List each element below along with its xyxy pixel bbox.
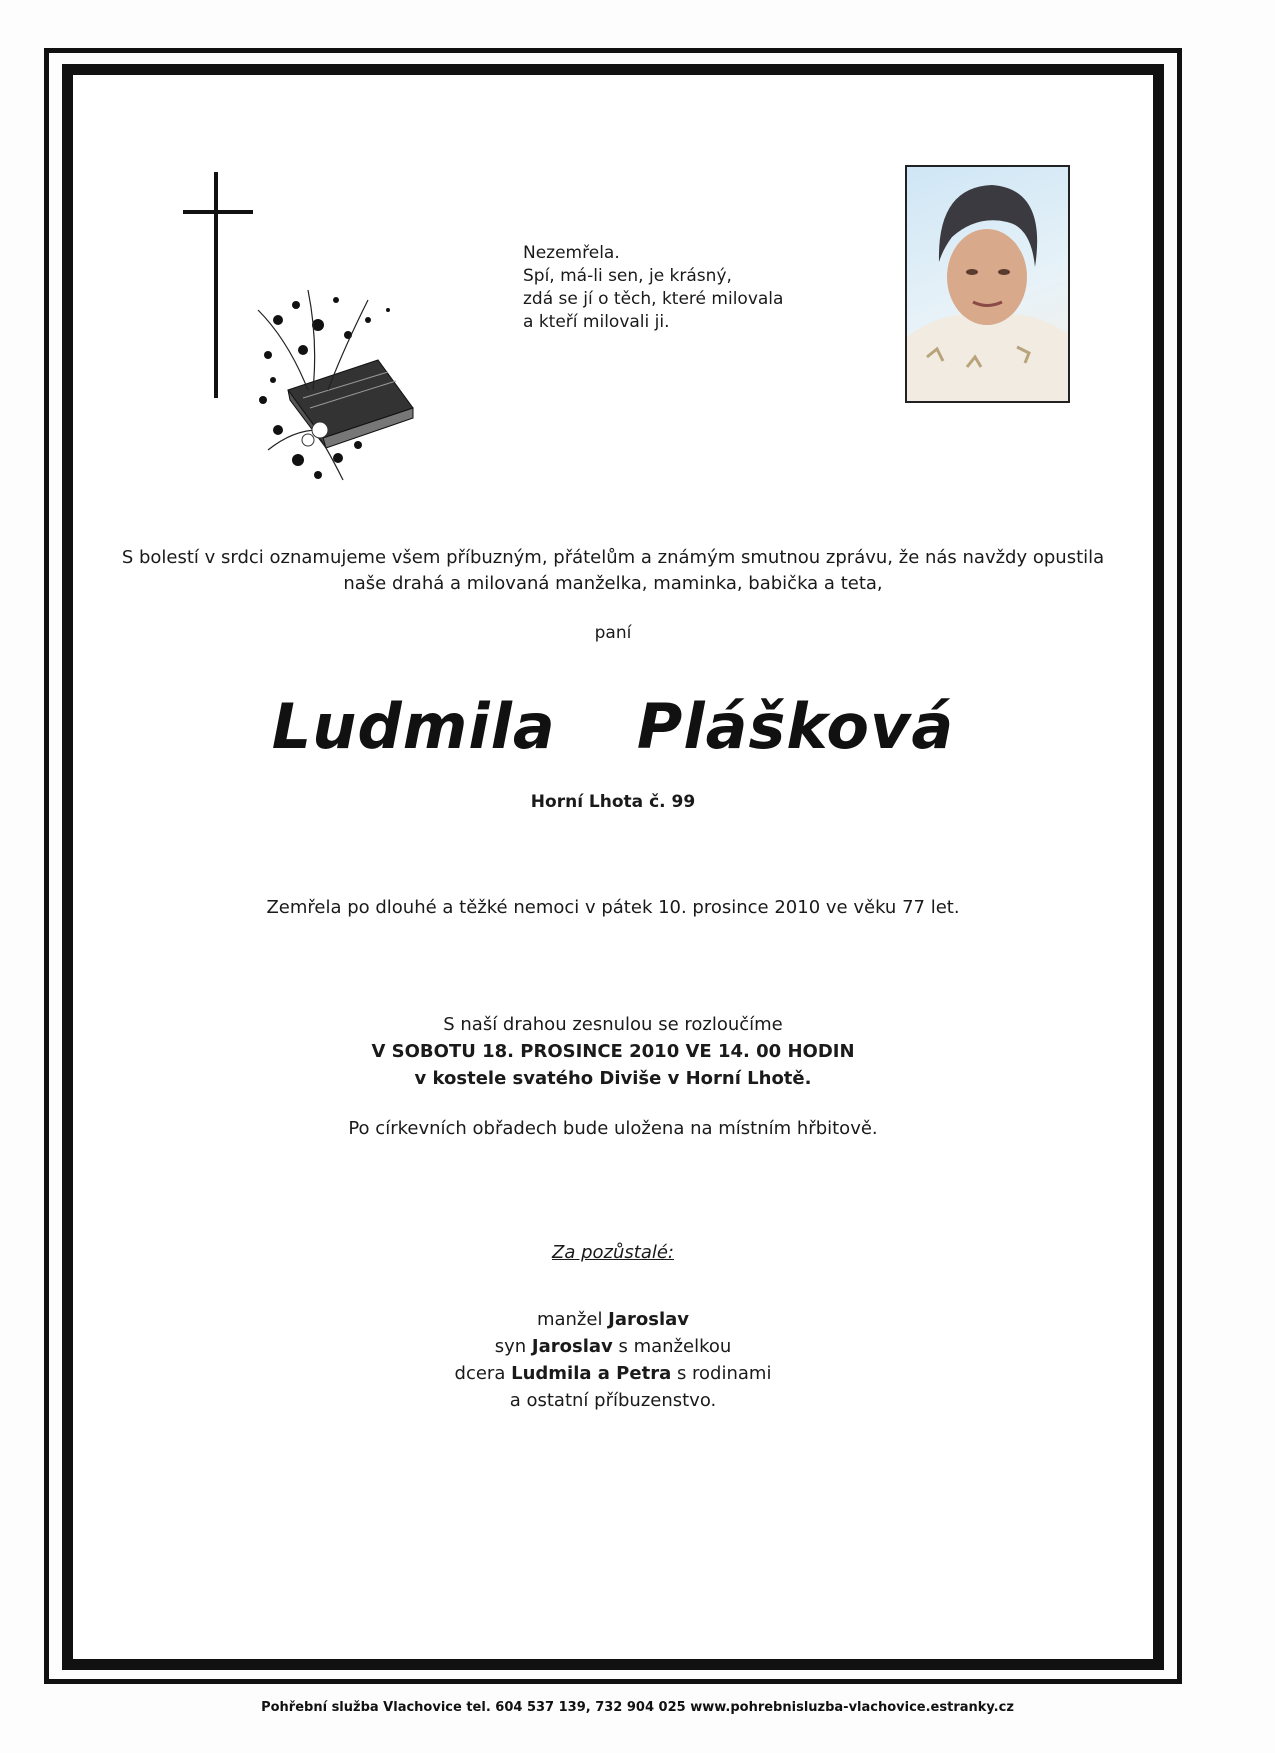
portrait-photo [905,165,1070,403]
deceased-name: Ludmila Plášková [271,690,955,763]
survivor-relation: a ostatní příbuzenstvo. [509,1390,717,1411]
survivor-relation: manžel [536,1309,609,1330]
announcement [62,545,1164,597]
portrait-figure [907,167,1068,401]
motto-line: Nezemřela. [523,243,620,263]
announcement-line: naše drahá a milovaná manželka, maminka, babička a teta, [343,573,883,594]
survivor-suffix: s rodinami [671,1363,772,1384]
burial-note: Po církevních obřadech bude uložena na místním hřbitově. [348,1118,878,1139]
farewell-place: v kostele svatého Diviše v Horní Lhotě. [414,1068,812,1089]
survivor-relation: syn [494,1336,532,1357]
survivors-list [62,1306,1164,1414]
survivor-line [62,1360,1164,1387]
footer-contact: Pohřební služba Vlachovice tel. 604 537 139, 732 904 025 www.pohrebnisluzba-vlachovice.estranky.cz [261,1700,1014,1715]
motto-line: a kteří milovali ji. [523,312,670,332]
farewell-block [62,1011,1164,1092]
announcement-line: S bolestí v srdci oznamujeme všem příbuzným, přátelům a známým smutnou zprávu, že nás navždy opustila [121,547,1105,568]
book-flowers-ornament-icon [248,280,418,490]
survivor-relation: dcera [454,1363,512,1384]
survivor-name: Jaroslav [608,1309,690,1330]
survivors-title: Za pozůstalé: [552,1242,674,1263]
survivor-name: Jaroslav [531,1336,613,1357]
survivor-line [62,1306,1164,1333]
survivor-line [62,1387,1164,1414]
death-notice: Zemřela po dlouhé a těžké nemoci v pátek 10. prosince 2010 ve věku 77 let. [266,897,960,918]
survivor-name: Ludmila a Petra [511,1363,672,1384]
survivor-line [62,1333,1164,1360]
motto [523,242,783,334]
motto-line: zdá se jí o těch, které milovala [523,289,784,309]
survivor-suffix: s manželkou [612,1336,732,1357]
farewell-datetime: V SOBOTU 18. PROSINCE 2010 VE 14. 00 HODIN [371,1041,855,1062]
salutation: paní [594,623,632,643]
address: Horní Lhota č. 99 [530,792,696,812]
motto-line: Spí, má-li sen, je krásný, [523,266,732,286]
farewell-intro: S naší drahou zesnulou se rozloučíme [443,1014,783,1035]
